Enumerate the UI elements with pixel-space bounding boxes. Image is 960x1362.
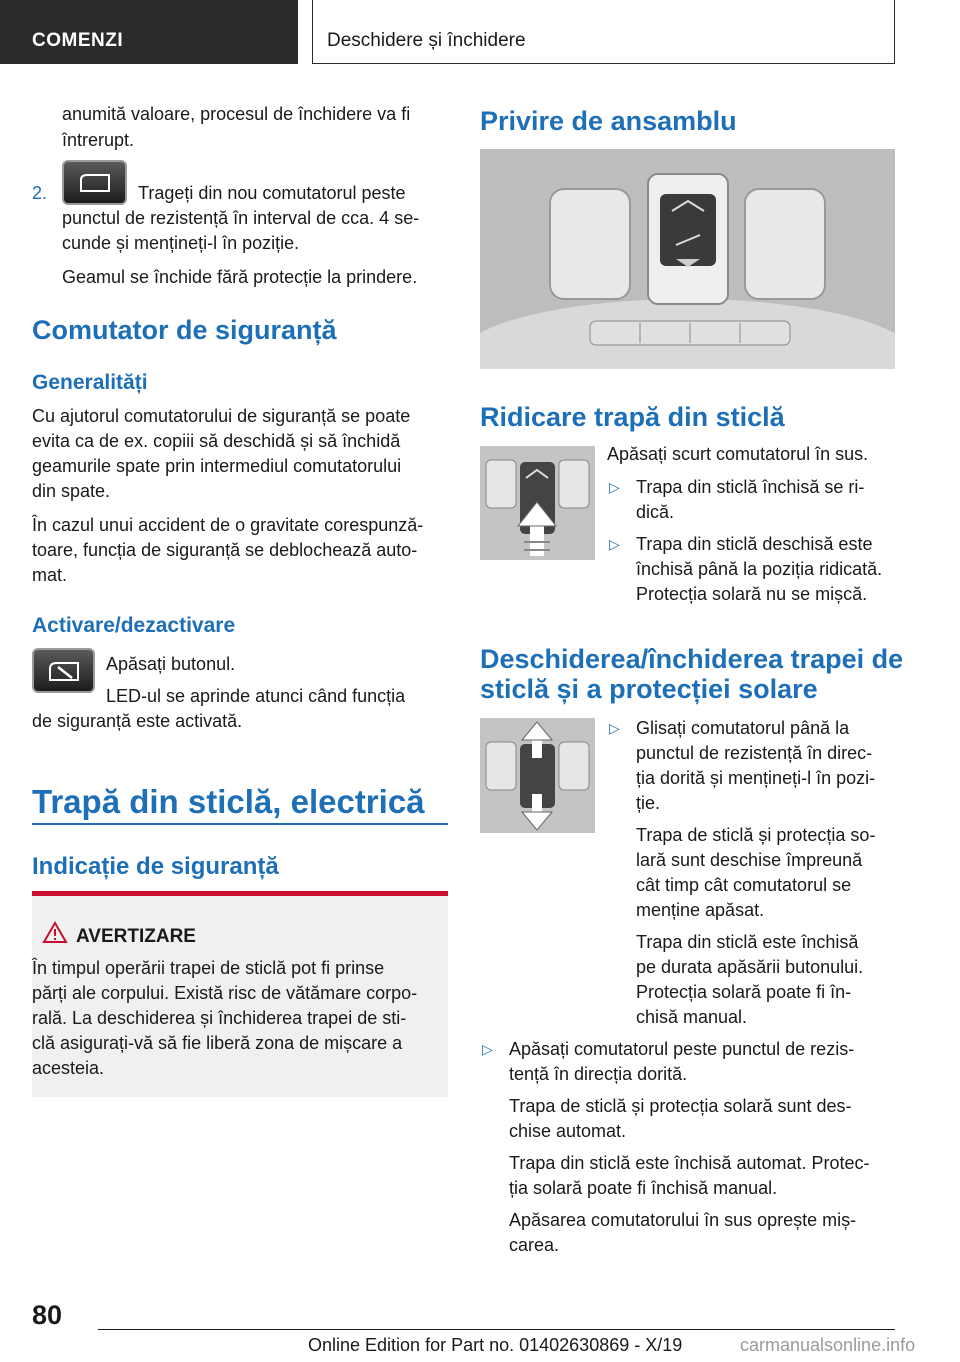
text-line: acesteia. <box>32 1058 105 1078</box>
text-line: întrerupt. <box>62 130 135 150</box>
text-line: tență în direcția dorită. <box>509 1064 688 1084</box>
heading-deschidere: Deschiderea/închiderea trapei de <box>480 644 904 674</box>
text-line: anumită valoare, procesul de închidere va fi <box>62 104 411 124</box>
bullet-icon: ▷ <box>482 1041 493 1057</box>
text-line: În cazul unui accident de o gravitate corespunză- <box>32 515 424 535</box>
text-line: punctul de rezistență în direc- <box>636 743 873 763</box>
footer-watermark: carmanualsonline.info <box>740 1335 916 1355</box>
warning-box <box>32 891 448 1097</box>
text-line: Trapa din sticlă este închisă automat. Protec- <box>509 1153 870 1173</box>
text-line: dică. <box>636 502 675 522</box>
bullet-icon: ▷ <box>609 536 620 552</box>
heading-privire: Privire de ansamblu <box>480 106 737 136</box>
text-line: lară sunt deschise împreună <box>636 850 863 870</box>
text-line: LED-ul se aprinde atunci când funcția <box>106 686 406 706</box>
text-line: rală. La deschiderea și închiderea trapei de sti- <box>32 1008 407 1028</box>
bullet-icon: ▷ <box>609 479 620 495</box>
text-line: Glisați comutatorul până la <box>636 718 850 738</box>
heading-deschidere-cont: sticlă și a protecției solare <box>480 674 818 704</box>
child-lock-button-icon <box>32 648 95 693</box>
raise-switch-photo <box>480 446 595 560</box>
text-line: din spate. <box>32 481 111 501</box>
text-line: Apăsați scurt comutatorul în sus. <box>607 444 869 464</box>
text-line: geamurile spate prin intermediul comutatorului <box>32 456 402 476</box>
heading-trapa: Trapă din sticlă, electrică <box>32 783 425 820</box>
text-line: de siguranță este activată. <box>32 711 243 731</box>
text-line: Geamul se închide fără protecție la prindere. <box>62 267 418 287</box>
footer-edition: Online Edition for Part no. 01402630869 - X/19 <box>308 1335 683 1355</box>
text-line: clă asigurați-vă să fie liberă zona de mișcare a <box>32 1033 403 1053</box>
text-line: Trageți din nou comutatorul peste <box>138 183 406 203</box>
header-chapter-label: Deschidere și închidere <box>327 30 526 51</box>
text-line: toare, funcția de siguranță se deblochează auto- <box>32 540 418 560</box>
text-line: Apăsarea comutatorului în sus oprește miș- <box>509 1210 857 1230</box>
heading-ridicare: Ridicare trapă din sticlă <box>480 402 785 432</box>
text-line: Apăsați butonul. <box>106 654 236 674</box>
text-line: părți ale corpului. Există risc de vătămare corpo- <box>32 983 418 1003</box>
text-line: ția solară poate fi închisă manual. <box>509 1178 778 1198</box>
heading-rule <box>32 823 448 825</box>
text-line: Cu ajutorul comutatorului de siguranță se poate <box>32 406 411 426</box>
heading-activare: Activare/dezactivare <box>32 614 236 637</box>
warning-triangle-icon <box>42 921 68 944</box>
text-line: cât timp cât comutatorul se <box>636 875 852 895</box>
overview-photo <box>480 149 895 369</box>
heading-generalitati: Generalități <box>32 371 148 394</box>
text-line: Trapa din sticlă închisă se ri- <box>636 477 865 497</box>
text-line: ție. <box>636 793 661 813</box>
text-line: menține apăsat. <box>636 900 765 920</box>
window-button-icon <box>62 160 127 205</box>
text-line: Trapa din sticlă este închisă <box>636 932 859 952</box>
text-line: cunde și mențineți-l în poziție. <box>62 233 300 253</box>
slide-switch-photo <box>480 718 595 833</box>
step-number: 2. <box>32 183 48 203</box>
heading-indicatie: Indicație de siguranță <box>32 853 279 880</box>
header-section-tab <box>0 0 298 64</box>
text-line: chise automat. <box>509 1121 627 1141</box>
text-line: În timpul operării trapei de sticlă pot fi prinse <box>32 958 385 978</box>
header-section-label: COMENZI <box>32 30 124 51</box>
bullet-icon: ▷ <box>609 720 620 736</box>
text-line: mat. <box>32 565 68 585</box>
text-line: chisă manual. <box>636 1007 748 1027</box>
text-line: evita ca de ex. copiii să deschidă și să închidă <box>32 431 401 451</box>
footer-rule <box>98 1329 895 1330</box>
text-line: ția dorită și mențineți-l în pozi- <box>636 768 876 788</box>
text-line: închisă până la poziția ridicată. <box>636 559 883 579</box>
header-chapter-tab <box>312 0 895 64</box>
page-number: 80 <box>32 1300 63 1330</box>
text-line: Trapa din sticlă deschisă este <box>636 534 873 554</box>
text-line: Apăsați comutatorul peste punctul de rezis- <box>509 1039 855 1059</box>
text-line: Protecția solară nu se mișcă. <box>636 584 868 604</box>
text-line: pe durata apăsării butonului. <box>636 957 864 977</box>
text-line: Protecția solară poate fi în- <box>636 982 852 1002</box>
heading-comutator: Comutator de siguranță <box>32 315 337 345</box>
text-line: carea. <box>509 1235 560 1255</box>
warning-title: AVERTIZARE <box>76 926 196 947</box>
text-line: Trapa de sticlă și protecția so- <box>636 825 876 845</box>
text-line: Trapa de sticlă și protecția solară sunt des- <box>509 1096 852 1116</box>
text-line: punctul de rezistență în interval de cca. 4 se- <box>62 208 420 228</box>
